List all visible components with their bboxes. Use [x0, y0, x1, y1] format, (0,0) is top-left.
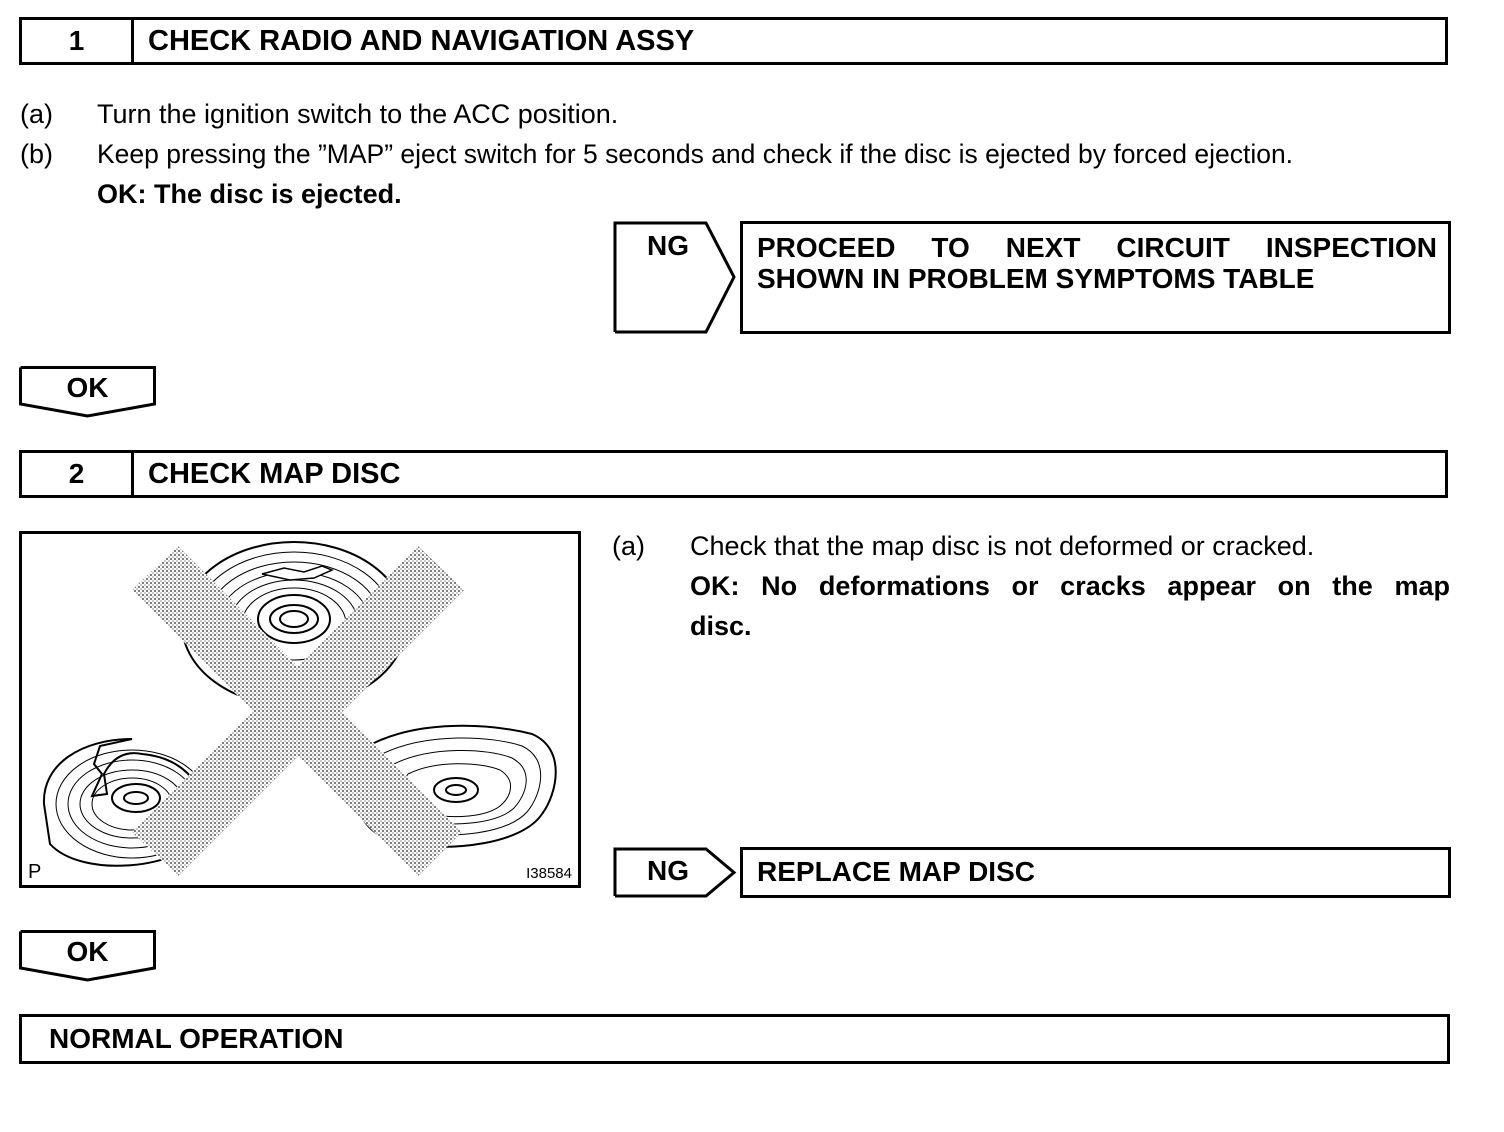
step-2-ng-result: REPLACE MAP DISC: [757, 856, 1035, 887]
step-2-item-a-text: Check that the map disc is not deformed or cracked.: [690, 531, 1315, 561]
step-1-ng-result-box: [740, 221, 1451, 334]
step-1-ok-label: OK: [66, 372, 109, 403]
step-2-ng-result-box: [740, 847, 1451, 898]
step-2-number: 2: [22, 453, 134, 495]
step-2-title: CHECK MAP DISC: [148, 457, 401, 490]
step-2-ng-label: NG: [647, 855, 689, 886]
step-1-ng-result-line1: PROCEED TO NEXT CIRCUIT INSPECTION: [757, 232, 1437, 263]
step-2-item-a-label: (a): [612, 531, 645, 561]
step-2-ok-criteria-line2: disc.: [690, 611, 752, 641]
damaged-disc-icon: [22, 534, 578, 885]
step-1-ng-result-line2: SHOWN IN PROBLEM SYMPTOMS TABLE: [757, 263, 1315, 294]
step-2-ng-tag: [613, 847, 737, 898]
step-2-ok-tag: [19, 930, 156, 984]
normal-operation-text: NORMAL OPERATION: [49, 1023, 344, 1054]
step-1-ng-label: NG: [647, 230, 689, 261]
step-1-ng-tag: [613, 221, 737, 334]
step-1-header: [19, 17, 1448, 65]
normal-operation-box: [19, 1014, 1450, 1064]
step-1-number: 1: [22, 20, 134, 62]
step-2-header: [19, 450, 1448, 498]
step-1-item-b-label: (b): [20, 139, 53, 169]
step-2-ok-criteria-line1: OK: No deformations or cracks appear on the map: [690, 571, 1450, 601]
step-2-ok-label: OK: [66, 936, 109, 967]
step-1-item-a-text: Turn the ignition switch to the ACC position.: [97, 99, 619, 129]
illustration-corner-letter: P: [28, 861, 42, 883]
step-1-item-a-label: (a): [20, 99, 53, 129]
map-disc-illustration: [19, 531, 581, 888]
step-1-ok-criteria: OK: The disc is ejected.: [97, 179, 402, 209]
step-1-title: CHECK RADIO AND NAVIGATION ASSY: [148, 24, 695, 57]
step-1-item-b-text: Keep pressing the ”MAP” eject switch for 5 seconds and check if the disc is ejected by forced ejection.: [97, 139, 1294, 169]
step-1-ok-tag: [19, 366, 156, 420]
illustration-figure-id: I38584: [526, 865, 572, 882]
